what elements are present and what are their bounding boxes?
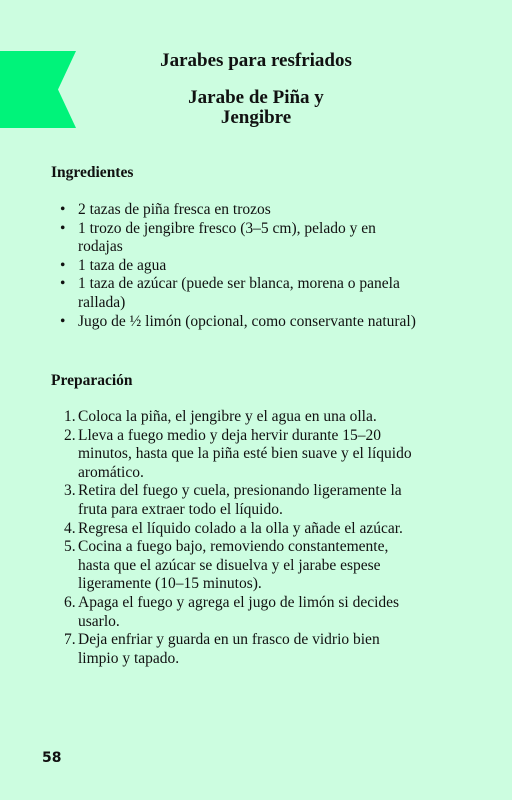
step-number: 2. (64, 426, 76, 444)
step-item (0, 427, 420, 483)
ingredient-item: • Jugo de ½ limón (opcional, como conservante natural) (60, 312, 416, 330)
step-number: 3. (64, 482, 76, 500)
recipe-title-line-1: Jarabe de Piña y (188, 87, 324, 108)
step-text: Apaga el fuego y agrega el jugo de limón si decides usarlo. (78, 593, 400, 630)
recipe-title-line-2: Jengibre (220, 107, 292, 128)
ingredients-list (0, 201, 420, 331)
step-item (0, 538, 420, 594)
bullet-icon: • (60, 201, 66, 218)
ingredient-item: • 1 taza de agua (60, 256, 167, 274)
ingredient-item: • 1 taza de azúcar (puede ser blanca, morena o panela rallada) (60, 275, 400, 311)
step-text: Deja enfriar y guarda en un frasco de vidrio bien limpio y tapado. (78, 631, 380, 667)
step-item (0, 520, 420, 539)
ingredient-item: • 2 tazas de piña fresca en trozos (60, 201, 271, 218)
ingredients-heading: Ingredientes (51, 164, 134, 181)
step-item (0, 482, 420, 519)
step-item (0, 408, 420, 427)
bullet-icon: • (60, 275, 66, 293)
step-item (0, 631, 420, 668)
preparation-heading: Preparación (51, 372, 133, 389)
preparation-steps (0, 408, 420, 668)
step-number: 6. (64, 593, 76, 611)
ingredient-item: • 1 trozo de jengibre fresco (3–5 cm), pelado y en rodajas (60, 219, 376, 256)
step-number: 1. (64, 408, 76, 425)
step-item (0, 594, 420, 631)
chapter-title: Jarabes para resfriados (160, 50, 352, 71)
step-number: 5. (64, 538, 76, 556)
recipe-title (0, 88, 512, 128)
page-number: 58 (42, 750, 62, 766)
step-text: Coloca la piña, el jengibre y el agua en una olla. (78, 408, 377, 425)
step-text: Lleva a fuego medio y deja hervir durante 15–20 minutos, hasta que la piña esté bien suave y el líquido aromático. (78, 426, 412, 481)
bullet-icon: • (60, 256, 66, 274)
step-text: Cocina a fuego bajo, removiendo constantemente, hasta que el azúcar se disuelva y el jarabe espese ligeramente (10–15 minutos). (78, 538, 389, 593)
step-text: Retira del fuego y cuela, presionando ligeramente la fruta para extraer todo el líquido. (78, 482, 402, 518)
step-text: Regresa el líquido colado a la olla y añade el azúcar. (78, 519, 403, 537)
bullet-icon: • (60, 219, 66, 237)
step-number: 7. (64, 631, 76, 649)
bullet-icon: • (60, 312, 66, 330)
step-number: 4. (64, 519, 76, 537)
